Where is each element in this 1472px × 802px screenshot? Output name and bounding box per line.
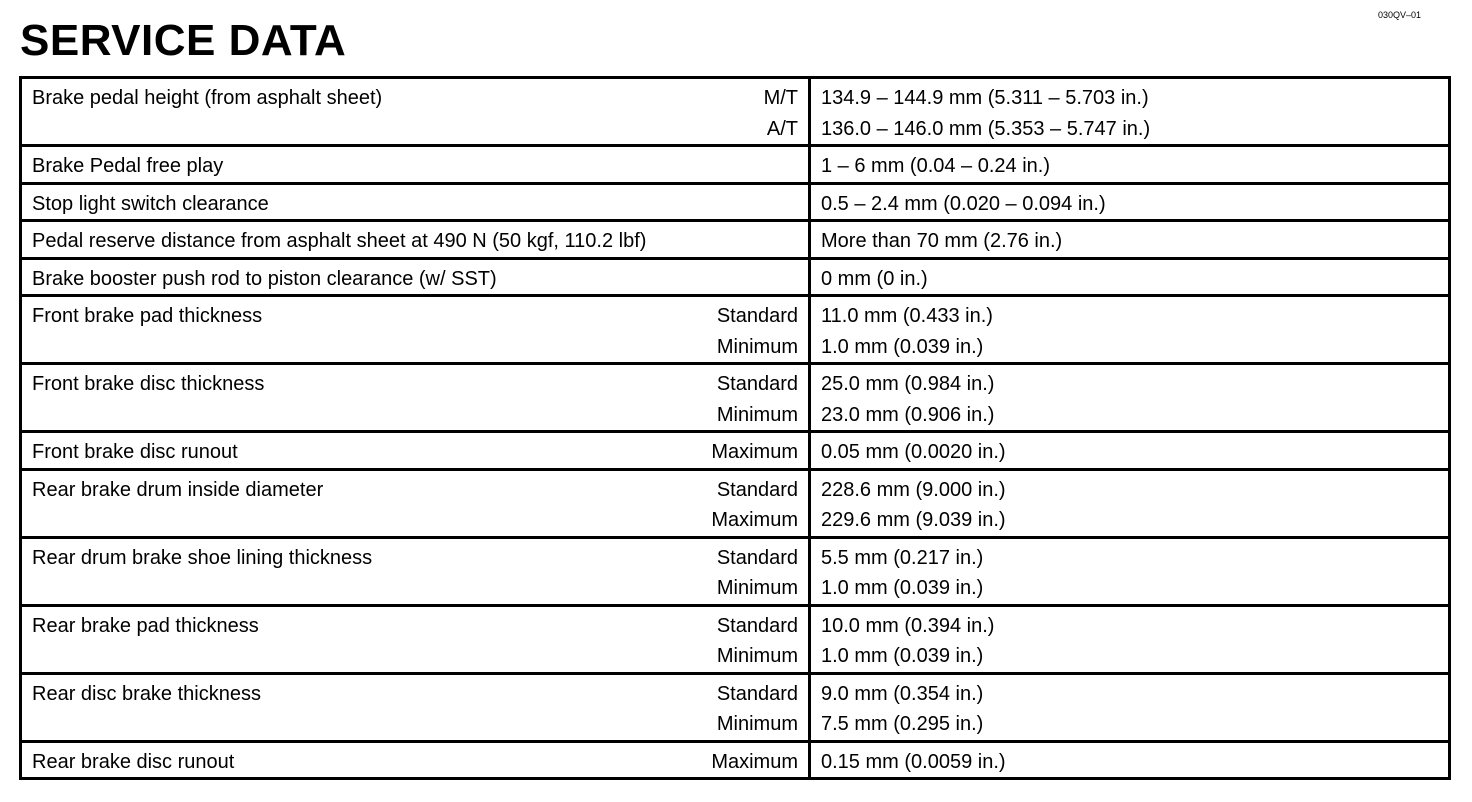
condition-label: Standard (716, 546, 798, 569)
condition-list (764, 83, 798, 144)
condition-label: Standard (716, 373, 798, 395)
condition-list (717, 543, 798, 604)
spec-value: 1 – 6 mm (0.04 – 0.24 in.) (821, 155, 1051, 177)
item-name: Front brake disc runout (32, 441, 238, 463)
table-row (21, 741, 1450, 779)
value-cell (810, 183, 1450, 221)
spec-value: 1.0 mm (0.039 in.) (821, 335, 984, 358)
item-cell (21, 673, 810, 741)
condition-label: M/T (763, 87, 798, 109)
condition-label: Standard (716, 682, 798, 705)
value-cell (810, 432, 1450, 470)
table-row (21, 432, 1450, 470)
table-row (21, 221, 1450, 259)
item-name: Rear brake disc runout (32, 750, 235, 773)
table-row (21, 537, 1450, 605)
item-cell (21, 183, 810, 221)
condition-list (711, 475, 798, 536)
value-cell (810, 673, 1450, 741)
value-cell (810, 364, 1450, 432)
spec-value: 1.0 mm (0.039 in.) (821, 645, 984, 667)
item-name: Rear brake pad thickness (32, 614, 259, 637)
spec-value: 23.0 mm (0.906 in.) (821, 403, 995, 426)
item-cell (21, 258, 810, 296)
item-cell (21, 432, 810, 470)
spec-value: 25.0 mm (0.984 in.) (821, 373, 995, 395)
condition-label: Maximum (711, 441, 798, 463)
item-cell (21, 364, 810, 432)
value-cell (810, 146, 1450, 184)
table-row (21, 469, 1450, 537)
value-cell (810, 605, 1450, 673)
item-cell (21, 605, 810, 673)
spec-value: 136.0 – 146.0 mm (5.353 – 5.747 in.) (821, 117, 1151, 140)
spec-value: 11.0 mm (0.433 in.) (821, 305, 993, 327)
spec-value: 229.6 mm (9.039 in.) (821, 509, 1006, 531)
value-cell (810, 78, 1450, 146)
table-row (21, 183, 1450, 221)
table-row (21, 146, 1450, 184)
service-data-table (19, 76, 1451, 780)
table-row (21, 673, 1450, 741)
spec-value: 5.5 mm (0.217 in.) (821, 546, 984, 569)
item-name: Rear disc brake thickness (32, 682, 261, 705)
condition-label: Standard (716, 478, 798, 501)
condition-label: Standard (716, 305, 798, 327)
item-cell (21, 296, 810, 364)
condition-label: Minimum (716, 577, 798, 599)
spec-value: 1.0 mm (0.039 in.) (821, 577, 984, 599)
document-code: 030QV–01 (1378, 10, 1422, 20)
item-cell (21, 146, 810, 184)
item-name: Front brake disc thickness (32, 373, 265, 395)
condition-list (717, 679, 798, 740)
condition-label: A/T (766, 117, 798, 140)
table-row (21, 605, 1450, 673)
table-row (21, 78, 1450, 146)
item-cell (21, 537, 810, 605)
item-name: Stop light switch clearance (32, 192, 269, 215)
condition-list (711, 747, 798, 778)
item-cell (21, 741, 810, 779)
spec-value: 0.5 – 2.4 mm (0.020 – 0.094 in.) (821, 192, 1106, 215)
item-name: Front brake pad thickness (32, 305, 263, 327)
spec-value: 10.0 mm (0.394 in.) (821, 614, 995, 637)
spec-value: 0 mm (0 in.) (821, 267, 928, 290)
spec-value: More than 70 mm (2.76 in.) (821, 230, 1063, 252)
service-data-table-body (21, 78, 1450, 779)
table-row (21, 296, 1450, 364)
condition-label: Maximum (711, 509, 798, 531)
condition-label: Maximum (711, 750, 798, 773)
item-cell (21, 469, 810, 537)
spec-value: 134.9 – 144.9 mm (5.311 – 5.703 in.) (821, 87, 1149, 109)
condition-list (717, 301, 798, 362)
item-name: Brake Pedal free play (32, 155, 224, 177)
table-row (21, 364, 1450, 432)
spec-value: 9.0 mm (0.354 in.) (821, 682, 984, 705)
spec-value: 0.15 mm (0.0059 in.) (821, 750, 1006, 773)
condition-label: Minimum (716, 403, 798, 426)
condition-label: Minimum (716, 645, 798, 667)
condition-label: Minimum (716, 335, 798, 358)
value-cell (810, 296, 1450, 364)
item-name: Pedal reserve distance from asphalt sheet at 490 N (50 kgf, 110.2 lbf) (32, 230, 647, 252)
value-cell (810, 469, 1450, 537)
spec-value: 7.5 mm (0.295 in.) (821, 713, 984, 735)
condition-list (711, 437, 798, 468)
condition-label: Standard (716, 614, 798, 637)
value-cell (810, 258, 1450, 296)
item-cell (21, 78, 810, 146)
item-name: Brake booster push rod to piston clearance (w/ SST) (32, 267, 497, 290)
spec-value: 0.05 mm (0.0020 in.) (821, 441, 1006, 463)
condition-list (717, 369, 798, 430)
item-name: Rear drum brake shoe lining thickness (32, 546, 373, 569)
page-title: SERVICE DATA (20, 16, 347, 65)
value-cell (810, 221, 1450, 259)
condition-label: Minimum (716, 713, 798, 735)
item-name: Rear brake drum inside diameter (32, 478, 324, 501)
table-row (21, 258, 1450, 296)
spec-value: 228.6 mm (9.000 in.) (821, 478, 1006, 501)
item-name: Brake pedal height (from asphalt sheet) (32, 87, 383, 109)
condition-list (717, 611, 798, 672)
value-cell (810, 741, 1450, 779)
value-cell (810, 537, 1450, 605)
item-cell (21, 221, 810, 259)
